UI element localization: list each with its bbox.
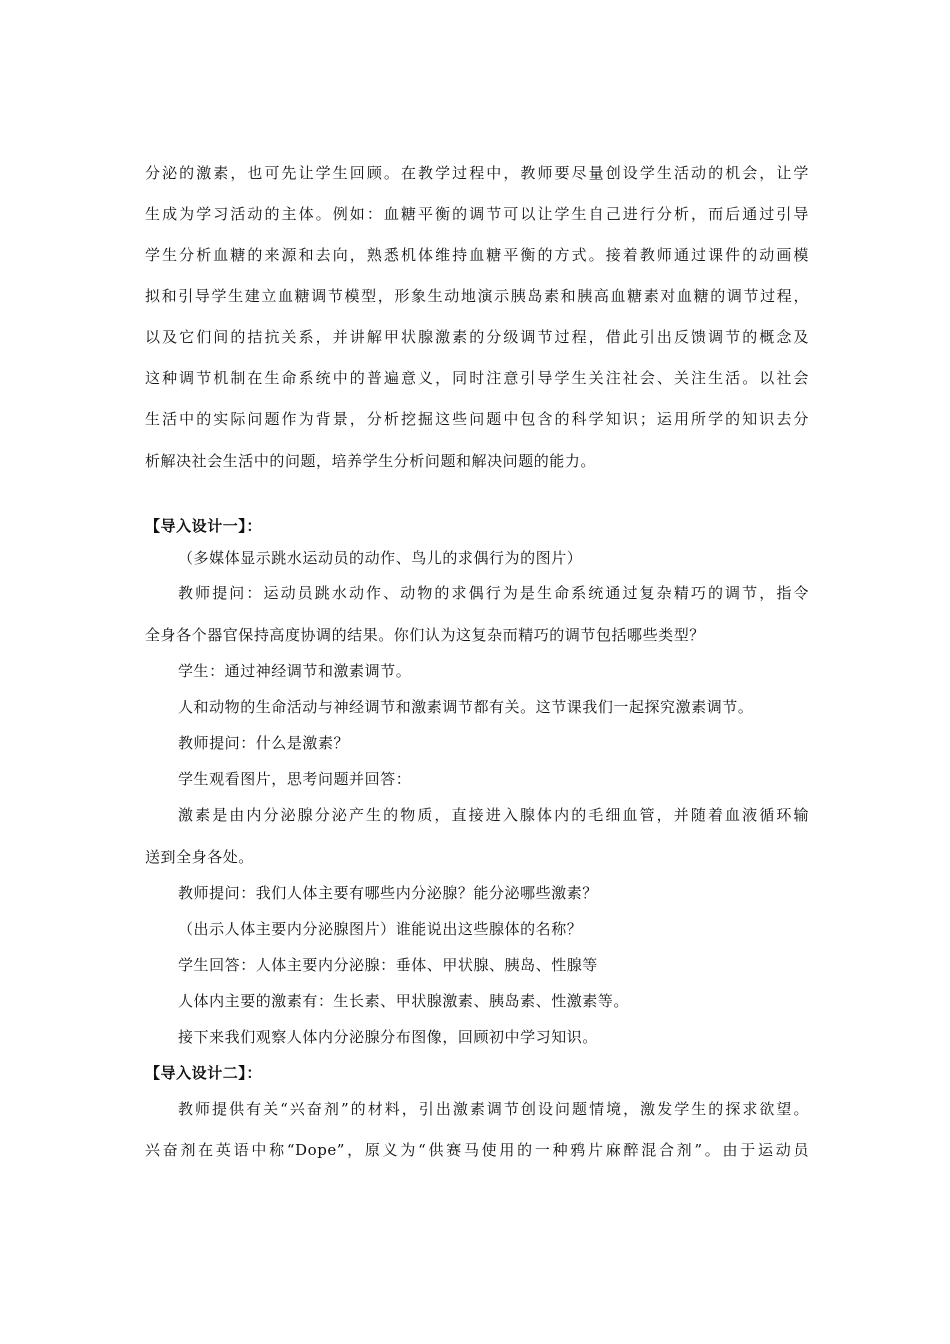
section2-text: 教师提供有关“兴奋剂”的材料，引出激素调节创设问题情境，激发学生的探求欲望。 — [178, 1100, 809, 1118]
paragraph-line: 拟和引导学生建立血糖调节模型，形象生动地演示胰岛素和胰高血糖素对血糖的调节过程， — [145, 287, 809, 305]
student-answer: 学生回答：人体主要内分泌腺：垂体、甲状腺、胰岛、性腺等 — [178, 956, 598, 974]
teacher-question: 教师提问：我们人体主要有哪些内分泌腺？能分泌哪些激素？ — [178, 884, 598, 902]
multimedia-note: （多媒体显示跳水运动员的动作、鸟儿的求偶行为的图片） — [178, 549, 583, 567]
show-picture-note: （出示人体主要内分泌腺图片）谁能说出这些腺体的名称？ — [178, 920, 583, 938]
hormone-definition: 激素是由内分泌腺分泌产生的物质，直接进入腺体内的毛细血管，并随着血液循环输 — [178, 806, 809, 824]
paragraph-line: 学生分析血糖的来源和去向，熟悉机体维持血糖平衡的方式。接着教师通过课件的动画模 — [145, 246, 809, 264]
paragraph-line: 生活中的实际问题作为背景，分析挖掘这些问题中包含的科学知识；运用所学的知识去分 — [145, 410, 809, 428]
section-heading: 【导入设计一】： — [145, 517, 262, 535]
paragraph-line: 生成为学习活动的主体。例如：血糖平衡的调节可以让学生自己进行分析，而后通过引导 — [145, 205, 809, 223]
section-heading: 【导入设计二】： — [145, 1064, 262, 1082]
hormone-definition-cont: 送到全身各处。 — [145, 848, 254, 866]
student-answer: 学生观看图片，思考问题并回答： — [178, 770, 412, 788]
student-answer: 学生：通过神经调节和激素调节。 — [178, 662, 412, 680]
paragraph-line: 分泌的激素，也可先让学生回顾。在教学过程中，教师要尽量创设学生活动的机会，让学 — [145, 164, 809, 182]
hormones-list: 人体内主要的激素有：生长素、甲状腺激素、胰岛素、性激素等。 — [178, 992, 629, 1010]
teacher-question: 教师提问：运动员跳水动作、动物的求偶行为是生命系统通过复杂精巧的调节，指令 — [178, 584, 809, 602]
paragraph-line: 析解决社会生活中的问题，培养学生分析问题和解决问题的能力。 — [145, 452, 596, 470]
intro-text: 人和动物的生命活动与神经调节和激素调节都有关。这节课我们一起探究激素调节。 — [178, 698, 754, 716]
teacher-question: 教师提问：什么是激素？ — [178, 734, 350, 752]
section2-text-cont: 兴奋剂在英语中称“Dope”，原义为“供赛马使用的一种鸦片麻醉混合剂”。由于运动员 — [145, 1141, 809, 1159]
teacher-question-cont: 全身各个器官保持高度协调的结果。你们认为这复杂而精巧的调节包括哪些类型？ — [145, 626, 705, 644]
next-step-text: 接下来我们观察人体内分泌腺分布图像，回顾初中学习知识。 — [178, 1028, 598, 1046]
paragraph-line: 以及它们间的拮抗关系，并讲解甲状腺激素的分级调节过程，借此引出反馈调节的概念及 — [145, 328, 809, 346]
paragraph-line: 这种调节机制在生命系统中的普遍意义，同时注意引导学生关注社会、关注生活。以社会 — [145, 369, 809, 387]
